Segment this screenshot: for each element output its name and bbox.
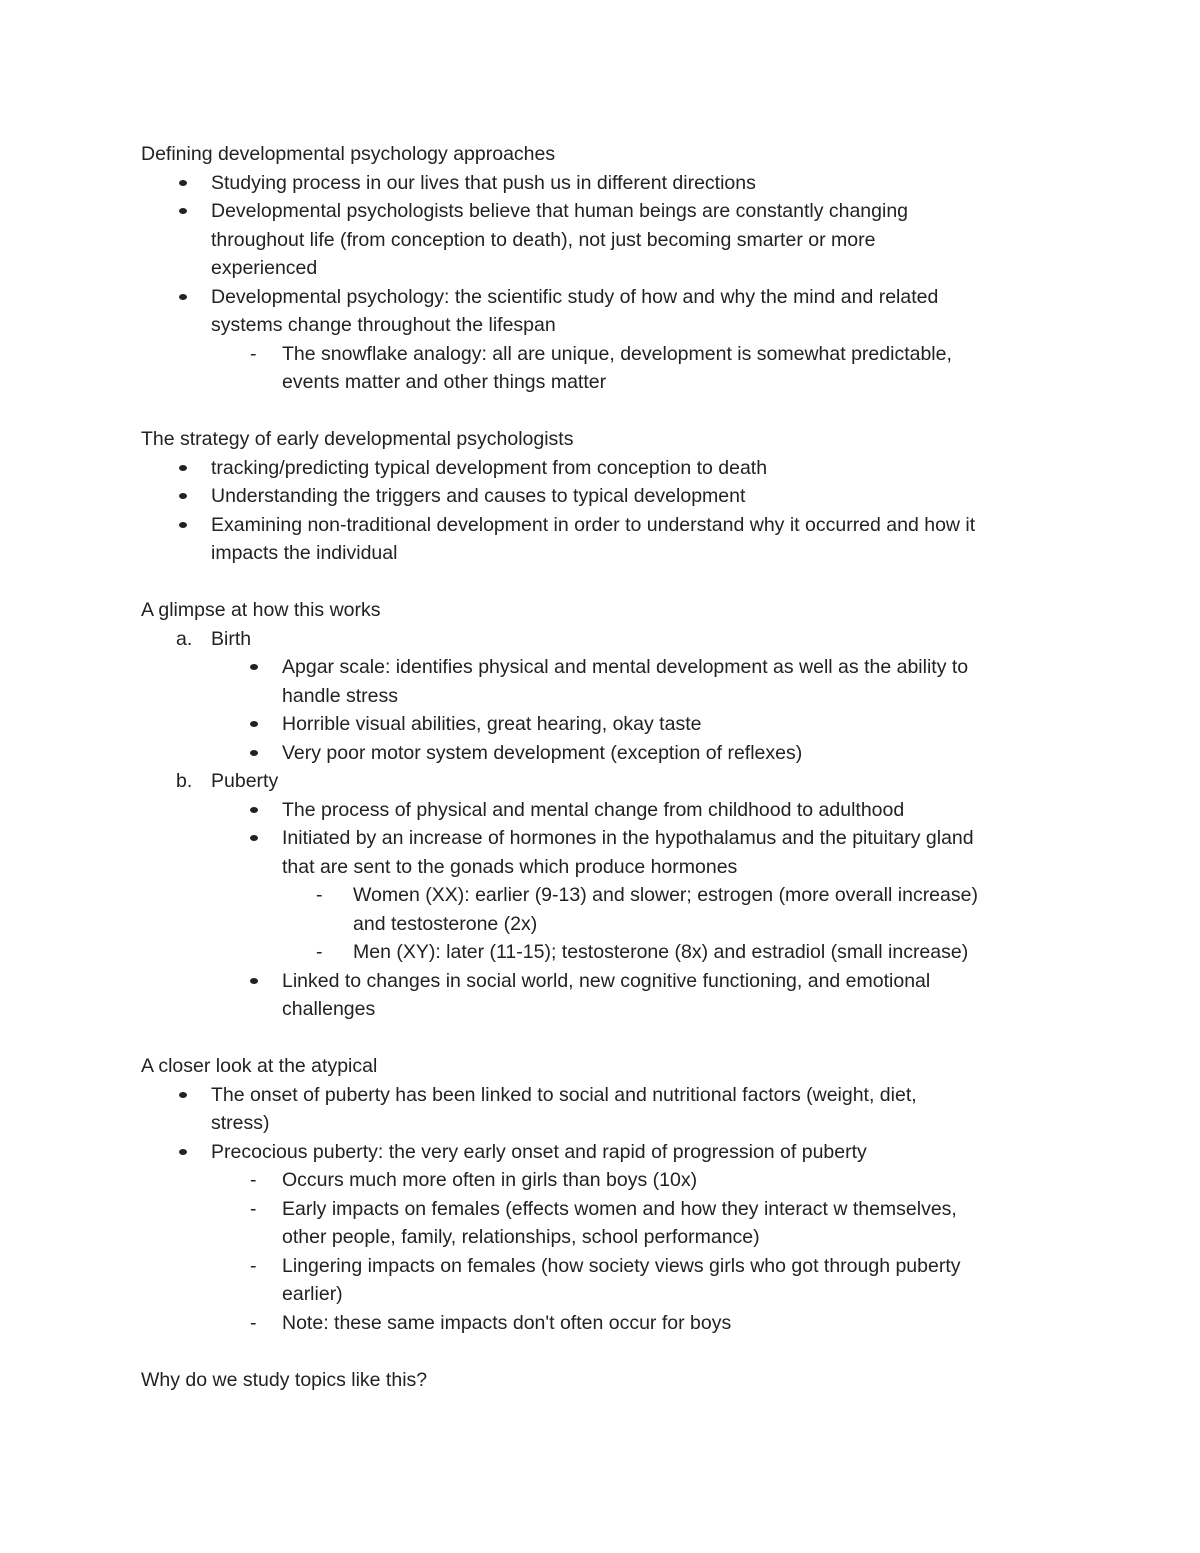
list-item-text: throughout life (from conception to death), not just becoming smarter or more: [211, 228, 876, 251]
list-item-text: challenges: [282, 998, 376, 1020]
lettered-item-label: Puberty: [211, 770, 279, 792]
sub-list-item-text: other people, family, relationships, school performance): [282, 1226, 760, 1248]
sub-list-item-text: Men (XY): later (11-15); testosterone (8x) and estradiol (small increase): [353, 941, 969, 963]
sub-list-item-text: Occurs much more often in girls than boys (10x): [282, 1169, 698, 1191]
bullet-icon: [179, 1149, 187, 1155]
section-heading: Defining developmental psychology approaches: [141, 143, 556, 165]
section-heading: Why do we study topics like this?: [141, 1368, 428, 1391]
bullet-icon: [179, 1092, 187, 1098]
list-item-text: that are sent to the gonads which produce hormones: [282, 855, 738, 878]
bullet-icon: [179, 180, 187, 186]
list-item-text: tracking/predicting typical development from conception to death: [211, 456, 768, 479]
dash-marker: -: [250, 1254, 257, 1277]
list-item-text: Understanding the triggers and causes to typical development: [211, 485, 746, 507]
list-item-text: handle stress: [282, 684, 398, 707]
bullet-icon: [179, 465, 187, 471]
section-heading: A glimpse at how this works: [141, 599, 381, 621]
list-item-text: Developmental psychology: the scientific study of how and why the mind and related: [211, 285, 939, 308]
section-heading: The strategy of early developmental psychologists: [141, 428, 574, 450]
list-item-text: Developmental psychologists believe that human beings are constantly changing: [211, 200, 909, 222]
list-item-text: experienced: [211, 257, 318, 279]
bullet-icon: [179, 522, 187, 528]
bullet-icon: [250, 978, 258, 984]
letter-marker: b.: [176, 770, 193, 792]
bullet-icon: [179, 493, 187, 499]
bullet-icon: [250, 807, 258, 813]
list-item-text: Horrible visual abilities, great hearing, okay taste: [282, 713, 702, 735]
list-item-text: impacts the individual: [211, 542, 398, 564]
sub-list-item-text: Lingering impacts on females (how society views girls who got through puberty: [282, 1254, 961, 1277]
list-item-text: Studying process in our lives that push us in different directions: [211, 171, 756, 194]
list-item-text: Apgar scale: identifies physical and mental development as well as the ability to: [282, 656, 969, 678]
bullet-icon: [179, 294, 187, 300]
sub-list-item-text: events matter and other things matter: [282, 371, 607, 393]
list-item-text: Precocious puberty: the very early onset and rapid of progression of puberty: [211, 1140, 867, 1163]
list-item-text: Examining non-traditional development in order to understand why it occurred and how it: [211, 513, 976, 536]
sub-list-item-text: earlier): [282, 1283, 343, 1305]
list-item-text: Linked to changes in social world, new cognitive functioning, and emotional: [282, 969, 931, 992]
list-item-text: The onset of puberty has been linked to social and nutritional factors (weight, diet,: [211, 1083, 917, 1106]
bullet-icon: [179, 208, 187, 214]
dash-marker: -: [250, 342, 257, 365]
dash-marker: -: [316, 884, 323, 906]
list-item-text: The process of physical and mental change from childhood to adulthood: [282, 798, 905, 821]
section-heading: A closer look at the atypical: [141, 1055, 378, 1077]
list-item-text: stress): [211, 1112, 270, 1134]
list-item-text: Very poor motor system development (exception of reflexes): [282, 741, 803, 764]
list-item-text: systems change throughout the lifespan: [211, 314, 556, 336]
dash-marker: -: [316, 941, 323, 963]
sub-list-item-text: and testosterone (2x): [353, 912, 538, 935]
bullet-icon: [250, 835, 258, 841]
sub-list-item-text: Women (XX): earlier (9-13) and slower; estrogen (more overall increase): [353, 884, 978, 906]
dash-marker: -: [250, 1169, 257, 1191]
bullet-icon: [250, 721, 258, 727]
sub-list-item-text: The snowflake analogy: all are unique, development is somewhat predictable,: [282, 342, 952, 365]
bullet-icon: [250, 664, 258, 670]
sub-list-item-text: Early impacts on females (effects women and how they interact w themselves,: [282, 1197, 957, 1220]
dash-marker: -: [250, 1197, 257, 1220]
letter-marker: a.: [176, 627, 193, 650]
list-item-text: Initiated by an increase of hormones in the hypothalamus and the pituitary gland: [282, 827, 974, 849]
dash-marker: -: [250, 1311, 257, 1334]
lettered-item-label: Birth: [211, 627, 252, 650]
sub-list-item-text: Note: these same impacts don't often occur for boys: [282, 1311, 732, 1334]
bullet-icon: [250, 750, 258, 756]
